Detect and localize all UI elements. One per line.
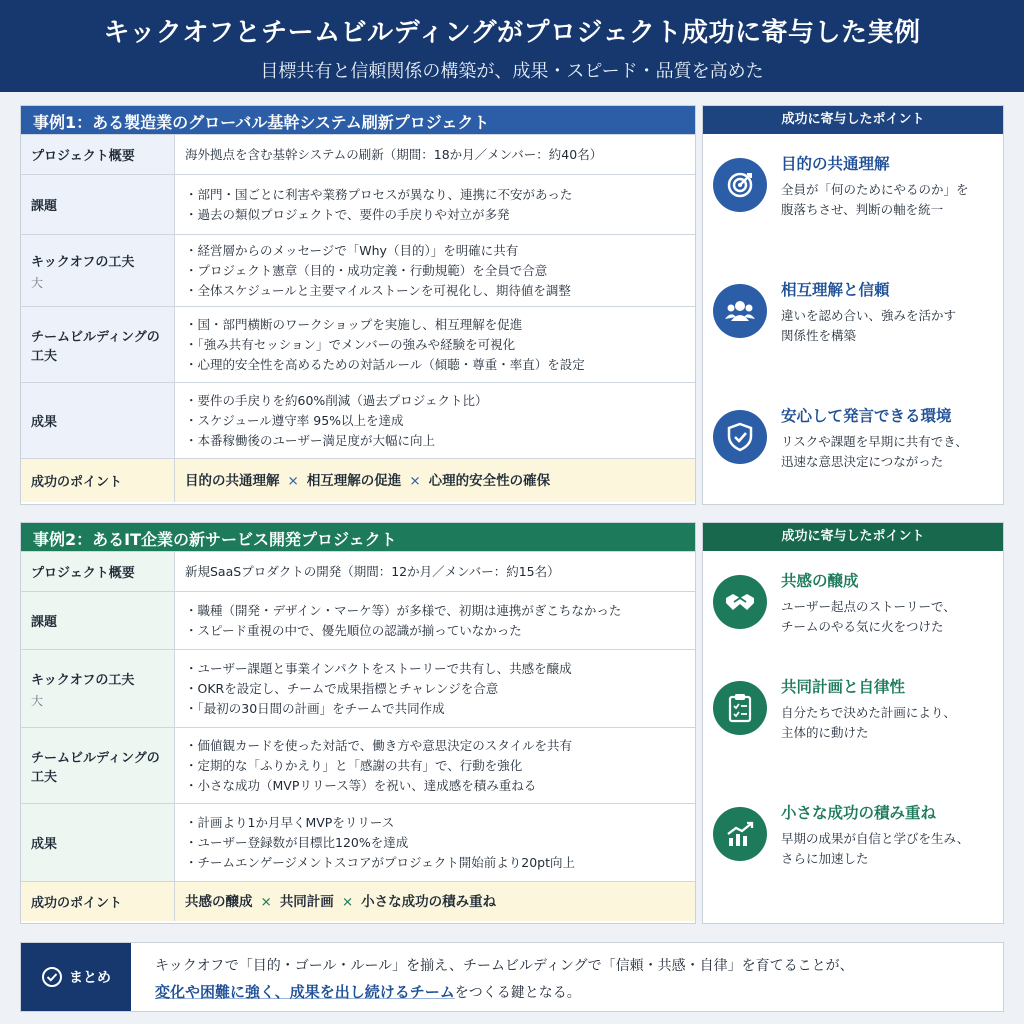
page-header <box>0 0 1024 92</box>
case2-title: 事例2：あるIT企業の新サービス開発プロジェクト <box>21 523 695 551</box>
case2-kickoff-row <box>21 649 695 727</box>
overview-value: 海外拠点を含む基幹システムの刷新（期間：18か月／メンバー：約40名） <box>185 146 603 162</box>
summary-box <box>20 942 1004 1012</box>
case1-table <box>20 105 696 505</box>
shield-check-icon <box>713 410 767 464</box>
row-label: 成功のポイント <box>21 459 175 502</box>
case2-overview-row <box>21 551 695 591</box>
row-label: プロジェクト概要 <box>21 135 175 174</box>
case1-overview-row <box>21 134 695 174</box>
case2-team-row <box>21 727 695 803</box>
side-point <box>713 569 997 637</box>
side-point-desc: ユーザー起点のストーリーで、 チームのやる気に火をつけた <box>781 599 956 634</box>
case1-title: 事例1：ある製造業のグローバル基幹システム刷新プロジェクト <box>21 106 695 134</box>
list-item: ・ 計画より1か月早くMVPをリリース <box>185 813 685 833</box>
side-point <box>713 278 997 346</box>
list-item: ・ 価値観カードを使った対話で、働き方や意思決定のスタイルを共有 <box>185 736 685 756</box>
case2-result-row <box>21 803 695 881</box>
summary-line2: をつくる鍵となる。 <box>454 985 581 1001</box>
overview-value: 新規SaaSプロダクトの開発（期間：12か月／メンバー：約15名） <box>185 563 560 579</box>
row-label: チームビルディングの工夫 <box>21 307 175 382</box>
list-item: ・ 「最初の30日間の計画」をチームで共同作成 <box>185 699 685 719</box>
list-item: ・ 経営層からのメッセージで「Why（目的）」を明確に共有 <box>185 241 685 261</box>
list-item: ・ ユーザー課題と事業インパクトをストーリーで共有し、共感を醸成 <box>185 659 685 679</box>
row-label: チームビルディングの工夫 <box>21 728 175 803</box>
growth-chart-icon <box>713 807 767 861</box>
summary-highlight: 変化や困難に強く、成果を出し続けるチーム <box>155 983 455 1001</box>
list-item: ・ 小さな成功（MVPリリース等）を祝い、達成感を積み重ねる <box>185 776 685 796</box>
case1-side-panel <box>702 105 1004 505</box>
times-symbol: × <box>341 893 354 910</box>
case2-issue-row <box>21 591 695 649</box>
success-point: 目的の共通理解 <box>185 472 280 489</box>
case1-kickoff-row <box>21 234 695 306</box>
case2-table <box>20 522 696 924</box>
row-label: キックオフの工夫 大 <box>21 650 175 727</box>
side-point-desc: 全員が「何のためにやるのか」を 腹落ちさせ、判断の軸を統一 <box>781 182 969 217</box>
list-item: ・ スケジュール遵守率 95%以上を達成 <box>185 411 685 431</box>
row-label: 成功のポイント <box>21 882 175 921</box>
list-item: ・ 心理的安全性を高めるための対話ルール（傾聴・尊重・率直）を設定 <box>185 355 685 375</box>
list-item: ・ チームエンゲージメントスコアがプロジェクト開始前より20pt向上 <box>185 853 685 873</box>
success-point: 相互理解の促進 <box>306 472 402 489</box>
side-point <box>713 404 997 472</box>
list-item: ・ 過去の類似プロジェクトで、要件の手戻りや対立が多発 <box>185 205 685 225</box>
side-point-title: 共感の醸成 <box>781 572 859 590</box>
row-label: 課題 <box>21 175 175 234</box>
side-point <box>713 675 997 743</box>
row-label: プロジェクト概要 <box>21 552 175 591</box>
case1-issue-row <box>21 174 695 234</box>
check-circle-icon <box>41 966 63 988</box>
list-item: ・ 本番稼働後のユーザー満足度が大幅に向上 <box>185 431 685 451</box>
summary-badge <box>21 943 131 1011</box>
side-panel-title: 成功に寄与したポイント <box>703 106 1003 134</box>
list-item: ・ 全体スケジュールと主要マイルストーンを可視化し、期待値を調整 <box>185 281 685 301</box>
list-item: ・ 定期的な「ふりかえり」と「感謝の共有」で、行動を強化 <box>185 756 685 776</box>
list-item: ・ 職種（開発・デザイン・マーケ等）が多様で、初期は連携がぎこちなかった <box>185 601 685 621</box>
case2-points-row <box>21 881 695 921</box>
times-symbol: × <box>409 472 421 489</box>
times-symbol: × <box>260 893 272 910</box>
summary-badge-label: まとめ <box>69 970 111 986</box>
summary-text <box>131 943 878 1011</box>
list-item: ・ 「強み共有セッション」でメンバーの強みや経験を可視化 <box>185 335 685 355</box>
list-item: ・ 部門・国ごとに利害や業務プロセスが異なり、連携に不安があった <box>185 185 685 205</box>
row-label: 成果 <box>21 383 175 458</box>
page-title: キックオフとチームビルディングがプロジェクト成功に寄与した実例 <box>103 18 921 48</box>
summary-line1: キックオフで「目的・ゴール・ルール」を揃え、チームビルディングで「信頼・共感・自律」を育てることが、 <box>155 958 854 974</box>
success-point: 小さな成功の積み重ね <box>361 893 497 910</box>
list-item: ・ プロジェクト憲章（目的・成功定義・行動規範）を全員で合意 <box>185 261 685 281</box>
handshake-icon <box>713 575 767 629</box>
case1-points-row <box>21 458 695 502</box>
page-subtitle: 目標共有と信頼関係の構築が、成果・スピード・品質を高めた <box>260 61 764 82</box>
success-point: 共同計画 <box>279 893 334 910</box>
side-point-title: 小さな成功の積み重ね <box>781 804 937 822</box>
side-point-title: 安心して発言できる環境 <box>781 407 952 425</box>
side-point-title: 共同計画と自律性 <box>781 678 906 696</box>
list-item: ・ ユーザー登録数が目標比120%を達成 <box>185 833 685 853</box>
side-point-title: 目的の共通理解 <box>781 155 890 173</box>
people-icon <box>713 284 767 338</box>
side-point-desc: 自分たちで決めた計画により、 主体的に動けた <box>781 705 956 740</box>
case1-result-row <box>21 382 695 458</box>
target-icon <box>713 158 767 212</box>
clipboard-check-icon <box>713 681 767 735</box>
list-item: ・ 要件の手戻りを約60%削減（過去プロジェクト比） <box>185 391 685 411</box>
row-label: 成果 <box>21 804 175 881</box>
side-point-desc: リスクや課題を早期に共有でき、 迅速な意思決定につながった <box>781 434 968 469</box>
times-symbol: × <box>287 472 299 489</box>
side-point-desc: 違いを認め合い、強みを活かす 関係性を構築 <box>781 308 957 343</box>
case1-team-row <box>21 306 695 382</box>
side-panel-title: 成功に寄与したポイント <box>703 523 1003 551</box>
row-label: 課題 <box>21 592 175 649</box>
list-item: ・ スピード重視の中で、優先順位の認識が揃っていなかった <box>185 621 685 641</box>
row-label: キックオフの工夫 大 <box>21 235 175 306</box>
list-item: ・ OKRを設定し、チームで成果指標とチャレンジを合意 <box>185 679 685 699</box>
side-point <box>713 801 997 869</box>
list-item: ・ 国・部門横断のワークショップを実施し、相互理解を促進 <box>185 315 685 335</box>
success-point: 心理的安全性の確保 <box>428 472 551 489</box>
side-point-title: 相互理解と信頼 <box>781 281 890 299</box>
side-point <box>713 152 997 220</box>
side-point-desc: 早期の成果が自信と学びを生み、 さらに加速した <box>781 831 970 866</box>
case2-side-panel <box>702 522 1004 924</box>
success-point: 共感の醸成 <box>185 893 253 910</box>
